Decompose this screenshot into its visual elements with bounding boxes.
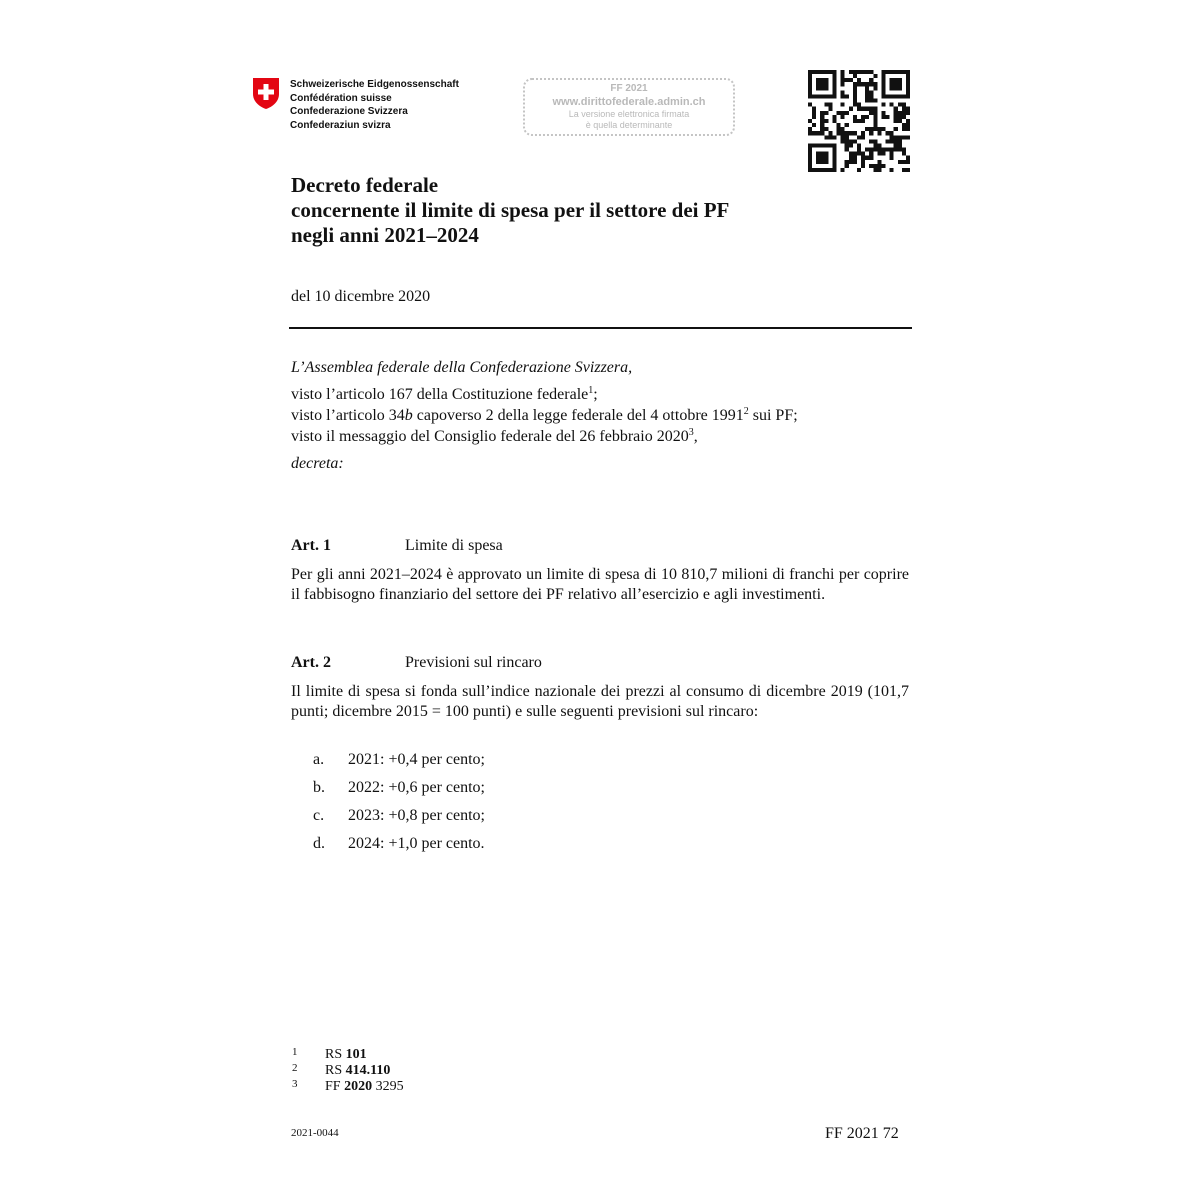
list-item: 2023: +0,8 per cento; [348,807,485,824]
article-1-text: Per gli anni 2021–2024 è approvato un limite di spesa di 10 810,7 milioni di franchi per coprire il fabbisogno finanziario del settore dei PF relativo all’esercizio e agli investimenti. [291,566,909,603]
preamble-line-1: visto l’articolo 167 della Costituzione federale$^1$; [291,385,598,403]
title-line-1: Decreto federale [291,173,439,197]
list-item-letter: a. [313,751,325,768]
footnote-ref-1[interactable]: 1 [588,385,594,396]
page-reference: FF 2021 72 [825,1125,899,1142]
article-2-text: Il limite di spesa si fonda sull’indice nazionale dei prezzi al consumo di dicembre 2019 (101,7 punti; dicembre 2015 = 100 punti) e sulle seguenti previsioni sul rincaro: [291,683,909,720]
stamp-url: www.dirittofederale.admin.ch [552,96,706,108]
footnote-ref-2[interactable]: 2 [743,406,749,417]
confederation-name-rm: Confederaziun svizra [290,119,391,131]
list-item-letter: c. [313,807,325,824]
list-item-letter: d. [313,835,325,852]
document-date: del 10 dicembre 2020 [291,288,431,305]
confederation-name-fr: Confédération suisse [290,92,392,104]
list-item: 2022: +0,6 per cento; [348,779,485,796]
preamble-line-2: visto l’articolo 34b capoverso 2 della legge federale del 4 ottobre 1991$^2$ sui PF; [291,406,798,424]
list-item: 2021: +0,4 per cento; [348,751,485,768]
stamp-edition: FF 2021 [610,83,648,94]
confederation-names [290,78,459,132]
document-id: 2021-0044 [291,1127,339,1139]
footnote-2-number: 2 [292,1062,298,1074]
stamp-note-2: è quella determinante [585,120,673,130]
title-line-3: negli anni 2021–2024 [291,223,479,247]
list-item-letter: b. [313,779,325,796]
article-1-title: Limite di spesa [405,537,503,554]
list-item: 2024: +1,0 per cento. [348,835,485,852]
title-line-2: concernente il limite di spesa per il settore dei PF [291,198,730,222]
article-2-number: Art. 2 [291,654,331,671]
footnote-1: RS 101 [325,1047,367,1062]
footnote-2: RS 414.110 [325,1063,391,1078]
article-2-title: Previsioni sul rincaro [405,654,542,671]
article-1-number: Art. 1 [291,537,331,554]
qr-code-icon [808,70,910,172]
preamble-line-3: visto il messaggio del Consiglio federale del 26 febbraio 2020$^3$, [291,427,698,445]
title-divider [289,327,912,329]
footnote-ref-3[interactable]: 3 [688,427,694,438]
preamble-decreta: decreta: [291,455,344,472]
footnote-1-number: 1 [292,1046,298,1058]
confederation-name-it: Confederazione Svizzera [290,106,408,117]
confederation-name-de: Schweizerische Eidgenossenschaft [290,79,459,90]
document-title [291,173,729,248]
publication-stamp [523,78,735,136]
footnote-3: FF 2020 3295 [325,1079,404,1094]
stamp-note-1: La versione elettronica firmata [568,109,690,119]
swiss-cross-icon [252,77,280,110]
footnote-3-number: 3 [292,1078,298,1090]
preamble-assembly: L’Assemblea federale della Confederazione Svizzera, [291,359,633,376]
